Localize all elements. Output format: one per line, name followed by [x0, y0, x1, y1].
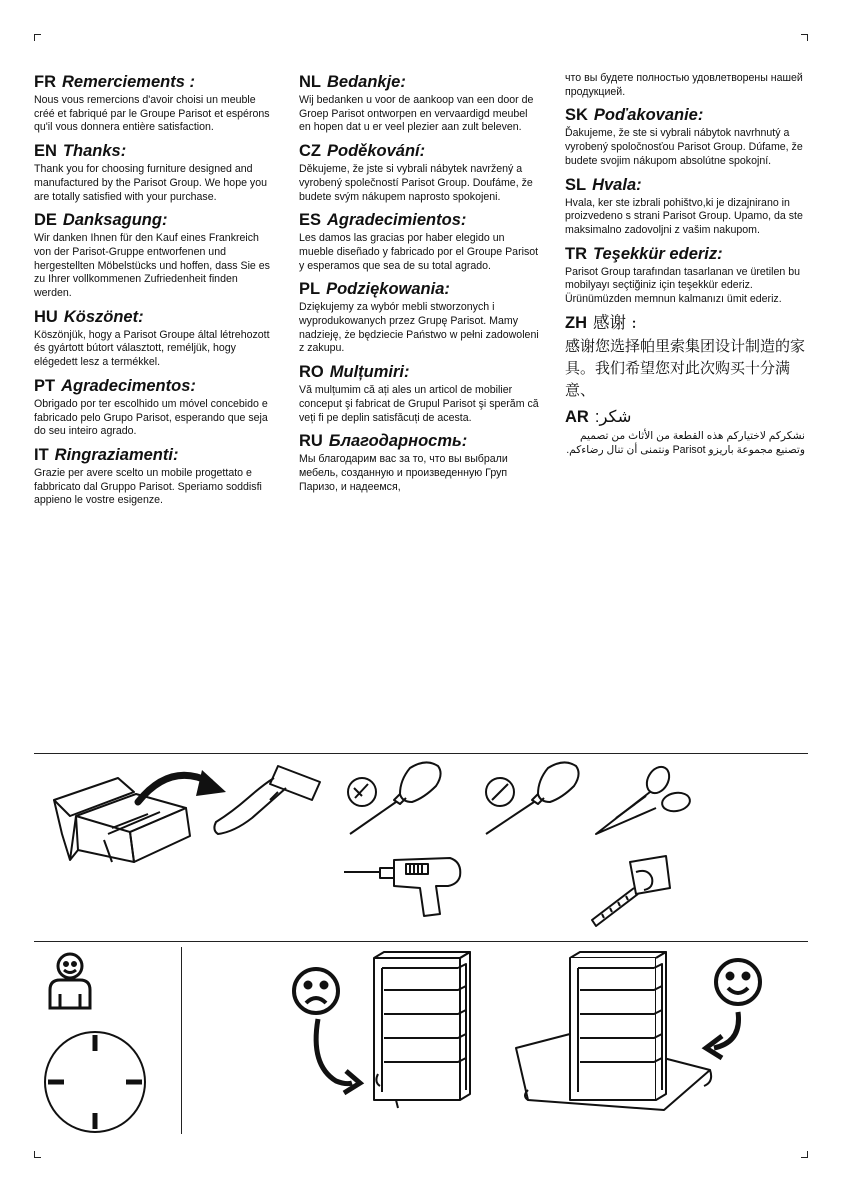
- thanks-word: Ringraziamenti:: [54, 445, 179, 464]
- section-text: Obrigado por ter escolhido um móvel concebido e fabricado pelo Grupo Parisot, esperando que seja do seu inteiro agrado.: [34, 397, 268, 438]
- section-text: Мы благодарим вас за то, что вы выбрали мебель, созданную и произведенную Груп Паризо, и надеемся,: [299, 453, 508, 493]
- language-code: RO: [299, 363, 324, 382]
- bookcase-unprotected-icon: [370, 950, 475, 1110]
- section-nl: [299, 72, 539, 135]
- section-text: Vă mulțumim că ați ales un articol de mobilier conceput şi fabricat de Grupul Parisot şi sperăm că veți fi pe deplin satisfăcuți de acesta.: [299, 384, 539, 424]
- language-code: SL: [565, 175, 587, 194]
- thanks-word: Köszönet:: [63, 307, 144, 326]
- thanks-word: Hvala:: [592, 175, 642, 194]
- screwdriver-phillips-icon: [340, 758, 450, 838]
- tape-measure-icon: [586, 848, 676, 928]
- section-heading: [34, 72, 274, 92]
- hammer-icon: [208, 760, 328, 860]
- thanks-word: Remerciements :: [62, 73, 195, 91]
- scissors-icon: [586, 762, 696, 842]
- text-column-1: [34, 72, 274, 514]
- language-code: SK: [565, 106, 588, 125]
- section-text: نشكركم لاختياركم هذه القطعة من الأثاث من تصميم وتصنيع مجموعة باريزو Parisot ونتمنى أن تنال رضاءكم.: [566, 429, 805, 456]
- text-column-2: [299, 72, 539, 500]
- language-code: NL: [299, 73, 321, 91]
- language-code: EN: [34, 142, 57, 161]
- section-heading: [299, 279, 539, 299]
- language-code: ZH: [565, 313, 587, 332]
- section-heading: [565, 175, 805, 195]
- section-continued: [565, 72, 805, 99]
- text-column-3: [565, 72, 805, 463]
- section-text: Ďakujeme, že ste si vybrali nábytok navrhnutý a vyrobený spoločnosťou Parisot Group. Dúfame, že budete svojim nákupom absolútne spokojní.: [565, 127, 803, 167]
- section-es: [299, 210, 539, 273]
- section-heading: [34, 307, 274, 327]
- section-sk: [565, 105, 805, 168]
- crop-mark-bottom-right: [801, 1151, 808, 1158]
- section-tr: [565, 244, 805, 307]
- language-code: TR: [565, 244, 587, 263]
- thanks-word: :شكر: [594, 407, 632, 426]
- sad-face-icon: [290, 965, 380, 1100]
- crop-mark-top-right: [801, 34, 808, 41]
- language-code: DE: [34, 211, 57, 230]
- section-it: [34, 445, 274, 508]
- thanks-word: Danksagung:: [62, 211, 168, 230]
- crop-mark-top-left: [34, 34, 41, 41]
- section-heading: [565, 407, 805, 427]
- section-text: Thank you for choosing furniture designed and manufactured by the Parisot Group. We hope you are totally satisfied with your purchase.: [34, 163, 268, 203]
- section-heading: [34, 376, 274, 396]
- person-icon: [46, 950, 94, 1012]
- section-cz: [299, 141, 539, 204]
- section-text: Les damos las gracias por haber elegido un mueble diseñado y fabricado por el Groupe Parisot y esperamos que sea de su total agrado.: [299, 232, 539, 272]
- language-code: HU: [34, 307, 58, 326]
- language-code: PL: [299, 280, 321, 299]
- section-pt: [34, 376, 274, 439]
- section-heading: [565, 313, 805, 333]
- language-code: PT: [34, 376, 56, 395]
- section-text: Parisot Group tarafından tasarlanan ve üretilen bu mobilyayı seçtiğiniz için teşekkür ederiz. Ürünümüzden memnun kalmanızı ümit ederiz.: [565, 265, 800, 306]
- section-heading: [34, 445, 274, 465]
- section-zh: [565, 313, 805, 401]
- section-pl: [299, 279, 539, 356]
- thanks-word: Teşekkür ederiz:: [593, 244, 723, 263]
- section-heading: [299, 141, 539, 161]
- section-text: Grazie per avere scelto un mobile progettato e fabbricato dal Gruppo Parisot. Speriamo soddisfi appieno le vostre esigenze.: [34, 466, 262, 507]
- divider-tools: [34, 753, 808, 754]
- section-text: Köszönjük, hogy a Parisot Groupe által létrehozott és gyártott bútort választott, reméljük, hogy elégedett lesz a termékkel.: [34, 328, 270, 369]
- section-text: Dziękujemy za wybór mebli stworzonych i wyprodukowanych przez Grupę Parisot. Mamy nadzieję, że będziecie Państwo w pełni zadowoleni z zakupu.: [299, 301, 539, 355]
- section-heading: [299, 72, 539, 92]
- section-fr: [34, 72, 274, 135]
- language-code: ES: [299, 211, 322, 230]
- thanks-word: Agradecimientos:: [327, 211, 467, 230]
- screwdriver-flat-icon: [476, 758, 586, 838]
- thanks-word: Poďakovanie:: [593, 106, 704, 125]
- section-text: что вы будете полностью удовлетворены нашей продукцией.: [565, 72, 803, 98]
- section-ro: [299, 362, 539, 425]
- language-code: AR: [565, 407, 589, 426]
- thanks-word: Agradecimentos:: [61, 376, 196, 395]
- thanks-word: 感谢 :: [593, 312, 637, 332]
- section-heading: [34, 210, 274, 230]
- language-code: IT: [34, 445, 49, 464]
- section-heading: [34, 141, 274, 161]
- divider-assembly: [34, 941, 808, 942]
- crop-mark-bottom-left: [34, 1151, 41, 1158]
- bookcase-protected-icon: [514, 950, 714, 1115]
- section-en: [34, 141, 274, 204]
- section-heading: [565, 244, 805, 264]
- section-de: [34, 210, 274, 301]
- section-text: Wij bedanken u voor de aankoop van een door de Groep Parisot ontworpen en vervaardigd meubel en hopen dat u er veel plezier aan zult beleven.: [299, 94, 534, 134]
- section-ar: [565, 407, 805, 457]
- thanks-word: Bedankje:: [327, 73, 406, 91]
- section-heading: [299, 210, 539, 230]
- section-hu: [34, 307, 274, 370]
- drill-icon: [340, 852, 470, 922]
- thanks-word: Podziękowania:: [326, 280, 450, 299]
- thanks-word: Thanks:: [62, 142, 127, 161]
- language-code: CZ: [299, 142, 321, 161]
- divider-vertical: [181, 947, 182, 1134]
- section-heading: [565, 105, 805, 125]
- language-code: FR: [34, 73, 56, 91]
- section-text: Wir danken Ihnen für den Kauf eines Frankreich von der Parisot-Gruppe entworfenen und hergestellten Möbelstücks und hoffen, dass Sie es zu Ihrer vollkommenen Zufriedenheit finden werden.: [34, 232, 270, 300]
- section-text: Děkujeme, že jste si vybrali nábytek navržený a vyrobený společností Parisot Group. Doufáme, že budete svým nákupem naprosto spokojeni.: [299, 163, 533, 203]
- section-ru: [299, 431, 539, 494]
- section-text: Hvala, ker ste izbrali pohištvo,ki je dizajnirano in proizvedeno s strani Parisot Group. Upamo, da ste maksimalno zadovoljni z vašim nakupom.: [565, 196, 803, 236]
- language-code: RU: [299, 432, 323, 451]
- section-heading: [299, 431, 539, 451]
- clock-icon: [40, 1027, 150, 1137]
- thanks-word: Благодарность:: [328, 432, 468, 451]
- section-heading: [299, 362, 539, 382]
- thanks-word: Poděkování:: [327, 142, 426, 161]
- section-text: Nous vous remercions d'avoir choisi un meuble créé et fabriqué par le Groupe Parisot et espérons qu'il vous donnera entière satisfaction.: [34, 94, 270, 134]
- thanks-word: Mulțumiri:: [329, 363, 410, 382]
- section-sl: [565, 175, 805, 238]
- section-text: 感谢您选择帕里索集团设计制造的家具。我们希望您对此次购买十分满意、: [565, 336, 806, 399]
- happy-face-icon: [700, 956, 770, 1066]
